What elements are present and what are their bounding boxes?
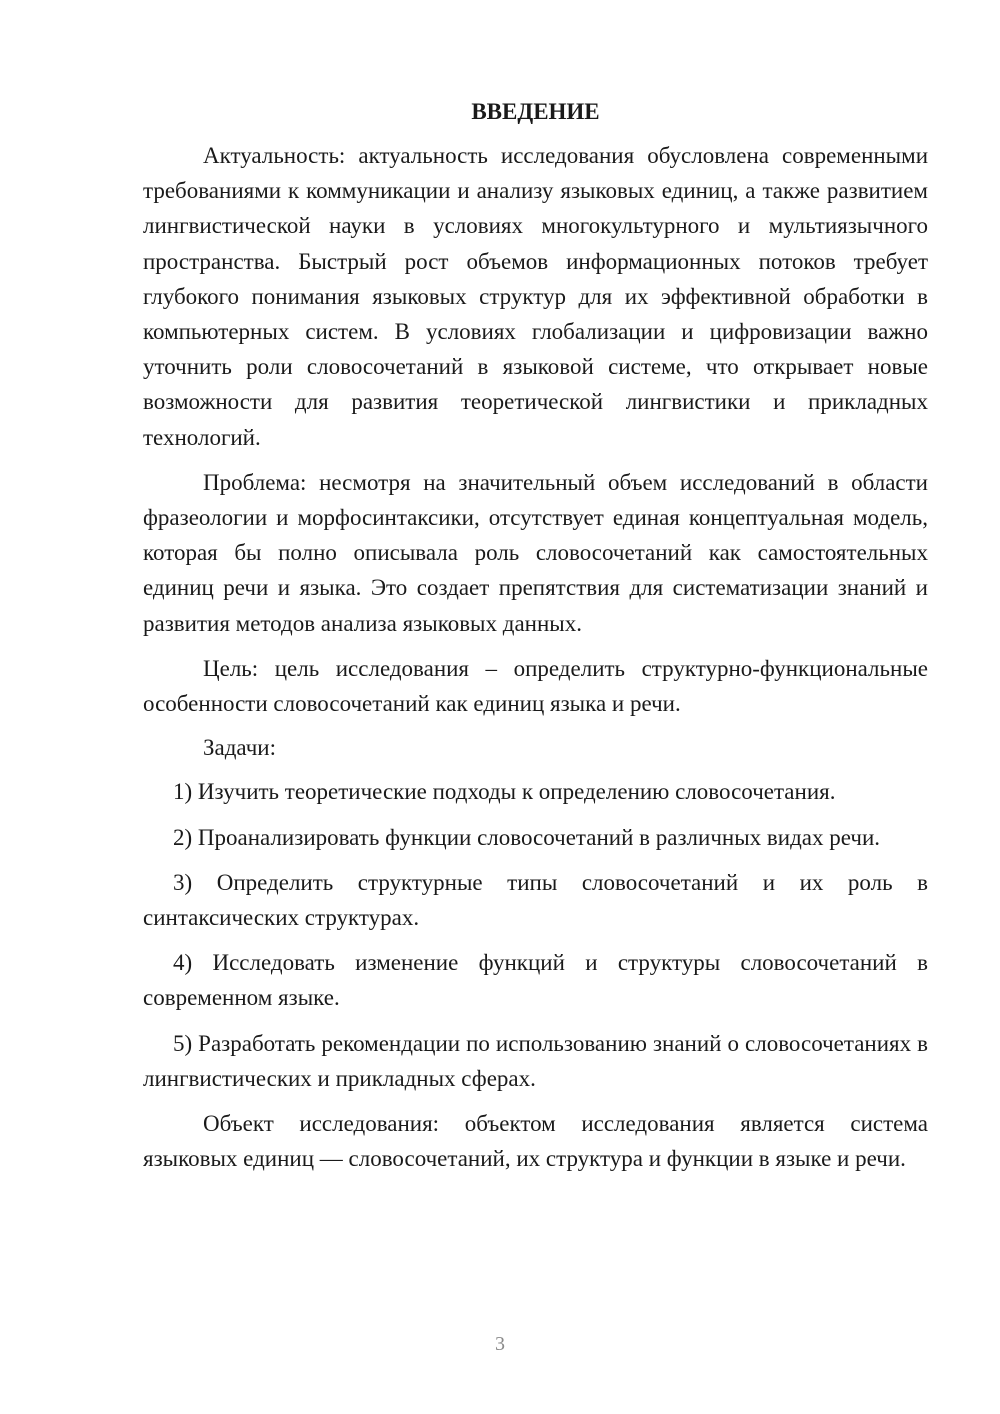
task-item-3: 3) Определить структурные типы словосочетаний и их роль в синтаксических структурах.: [143, 869, 928, 931]
paragraph-problem: Проблема: несмотря на значительный объем исследований в области фразеологии и морфосинтаксики, отсутствует единая концептуальная модель, которая бы полно описывала роль словосочетаний как самостоятельных единиц речи и языка. Это создает препятствия для систематизации знаний и развития методов анализа языковых данных.: [143, 469, 928, 636]
paragraph-relevance: Актуальность: актуальность исследования обусловлена современными требованиями к коммуникации и анализу языковых единиц, а также развитием лингвистической науки в условиях многокультурного и мультиязычного пространства. Быстрый рост объемов информационных потоков требует глубокого понимания языковых структур для их эффективной обработки в компьютерных систем. В условиях глобализации и цифровизации важно уточнить роли словосочетаний в языковой системе, что открывает новые возможности для развития теоретической лингвистики и прикладных технологий.: [143, 143, 928, 450]
page-number: 3: [495, 1333, 505, 1355]
task-item-1: 1) Изучить теоретические подходы к определению словосочетания.: [173, 779, 836, 805]
document-body: [143, 94, 928, 1176]
paragraph-tasks-label: Задачи:: [203, 735, 276, 761]
task-item-2: 2) Проанализировать функции словосочетаний в различных видах речи.: [173, 824, 881, 850]
task-item-4: 4) Исследовать изменение функций и структуры словосочетаний в современном языке.: [143, 950, 928, 1011]
paragraph-object: Объект исследования: объектом исследования является система языковых единиц — словосочетаний, их структура и функции в языке и речи.: [143, 1111, 928, 1172]
task-item-5: 5) Разработать рекомендации по использованию знаний о словосочетаниях в лингвистических и прикладных сферах.: [143, 1030, 928, 1091]
paragraph-goal: Цель: цель исследования – определить структурно-функциональные особенности словосочетаний как единиц языка и речи.: [143, 655, 928, 717]
section-heading: ВВЕДЕНИЕ: [471, 99, 600, 124]
